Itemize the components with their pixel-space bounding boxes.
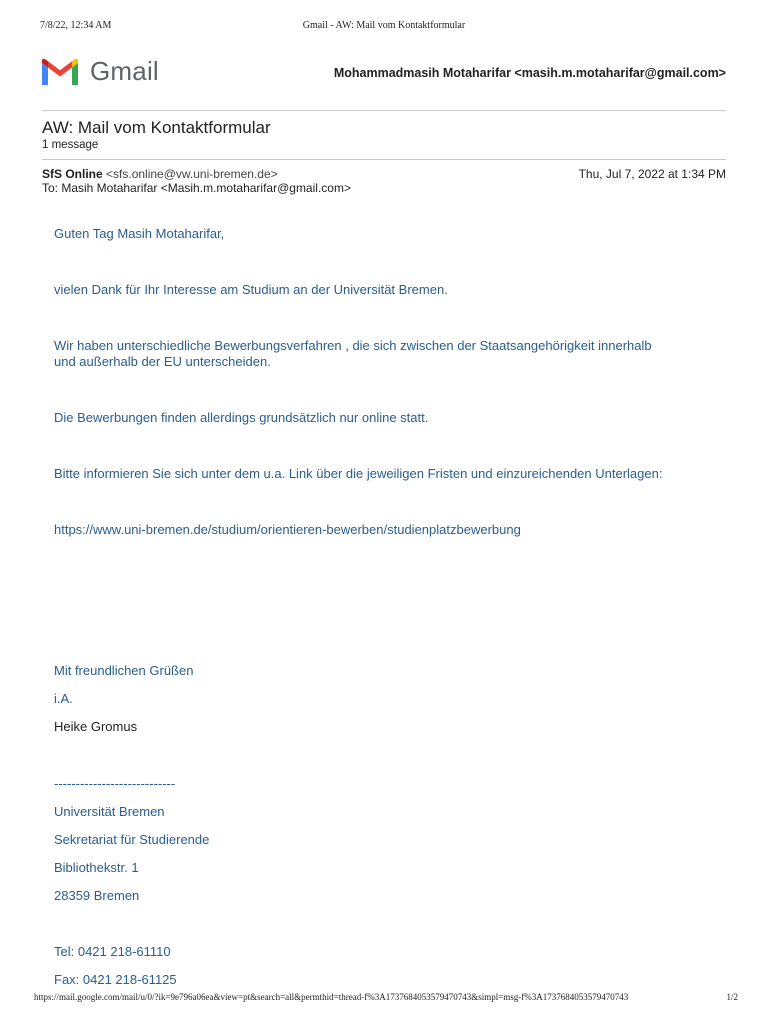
signature-separator: ---------------------------- <box>54 776 176 791</box>
greeting: Guten Tag Masih Motaharifar, <box>54 226 225 241</box>
telephone: Tel: 0421 218-61110 <box>54 944 171 959</box>
application-link[interactable]: https://www.uni-bremen.de/studium/orientieren-bewerben/studienplatzbewerbung <box>54 522 521 537</box>
department: Sekretariat für Studierende <box>54 832 210 847</box>
on-behalf: i.A. <box>54 691 73 706</box>
postal-city: 28359 Bremen <box>54 888 140 903</box>
street-address: Bibliothekstr. 1 <box>54 860 139 875</box>
subject-divider <box>42 159 726 160</box>
paragraph-procedures-line2: und außerhalb der EU unterscheiden. <box>54 354 271 369</box>
page-number: 1/2 <box>726 992 738 1002</box>
thread-subject: AW: Mail vom Kontaktformular <box>42 118 271 137</box>
message-count: 1 message <box>42 139 99 151</box>
signer-name: Heike Gromus <box>54 719 138 734</box>
print-url: https://mail.google.com/mail/u/0/?ik=9e796a06ea&view=pt&search=all&permthid=thread-f%3A1737684053579470743&simpl=msg-f%3A1737684053579470743 <box>34 992 629 1002</box>
print-date: 7/8/22, 12:34 AM <box>40 20 112 31</box>
paragraph-thanks: vielen Dank für Ihr Interesse am Studium an der Universität Bremen. <box>54 282 448 297</box>
header-divider <box>42 110 726 111</box>
gmail-m-icon <box>40 57 80 87</box>
sender <box>42 167 278 181</box>
message-datetime: Thu, Jul 7, 2022 at 1:34 PM <box>578 167 726 181</box>
fax: Fax: 0421 218-61125 <box>54 972 177 987</box>
paragraph-online: Die Bewerbungen finden allerdings grundsätzlich nur online statt. <box>54 410 429 425</box>
recipient-line: To: Masih Motaharifar <Masih.m.motaharifar@gmail.com> <box>42 181 351 195</box>
org-name: Universität Bremen <box>54 804 165 819</box>
paragraph-info: Bitte informieren Sie sich unter dem u.a. Link über die jeweiligen Fristen und einzureichenden Unterlagen: <box>54 466 663 481</box>
print-title: Gmail - AW: Mail vom Kontaktformular <box>302 20 466 31</box>
gmail-wordmark: Gmail <box>90 56 159 86</box>
sender-name: SfS Online <box>42 167 103 181</box>
account-header: Mohammadmasih Motaharifar <masih.m.motaharifar@gmail.com> <box>333 66 726 80</box>
gmail-logo <box>40 56 159 87</box>
paragraph-procedures-line1: Wir haben unterschiedliche Bewerbungsverfahren , die sich zwischen der Staatsangehörigkeit innerhalb <box>54 338 652 353</box>
closing: Mit freundlichen Grüßen <box>54 663 194 678</box>
sender-address: <sfs.online@vw.uni-bremen.de> <box>106 167 278 181</box>
